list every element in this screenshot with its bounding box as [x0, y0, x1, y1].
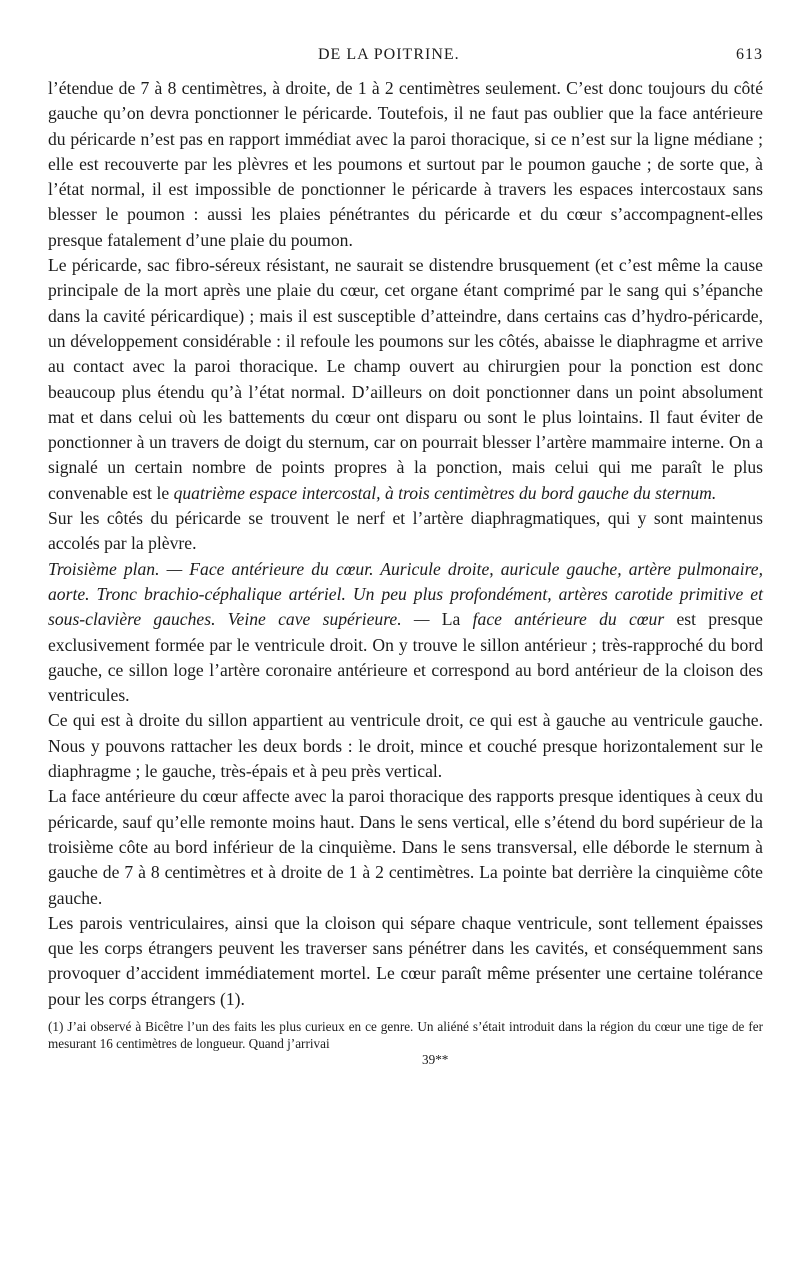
paragraph-2-emphasis: quatrième espace intercostal, à trois centimètres du bord gauche du sternum.: [173, 482, 717, 503]
paragraph-4: [48, 557, 763, 709]
footnote: (1) J’ai observé à Bicêtre l’un des faits les plus curieux en ce genre. Un aliéné s’était introduit dans la région du cœur une tige de fer mesurant 16 centimètres de longueur. Quand j’arrivai: [48, 1018, 763, 1051]
paragraph-2: [48, 253, 763, 506]
paragraph-7: Les parois ventriculaires, ainsi que la cloison qui sépare chaque ventricule, sont tellement épaisses que les corps étrangers peuvent les traverser sans pénétrer dans les cavités, et conséquemment sans provoquer d’accident immédiatement mortel. Le cœur paraît même présenter une certaine tolérance pour les corps étrangers (1).: [48, 912, 763, 1009]
book-page: [48, 46, 763, 1068]
section-heading: Troisième plan. — Face antérieure du cœur. Auricule droite, auricule gauche, artère pulmonaire, aorte. Tronc brachio-céphalique artériel. Un peu plus profondément, artères carotide primitive et sous-clavière gauches. Veine cave supérieure. —: [48, 558, 763, 630]
body-text: [48, 76, 763, 1012]
paragraph-6: La face antérieure du cœur affecte avec la paroi thoracique des rapports presque identiques à ceux du péricarde, sauf qu’elle remonte moins haut. Dans le sens vertical, elle s’étend du bord supérieur de la troisième côte au bord inférieur de la cinquième. Dans le sens transversal, elle déborde le sternum à gauche de 7 à 8 centimètres et à droite de 1 à 2 centimètres. La pointe bat derrière la cinquième côte gauche.: [48, 786, 763, 908]
paragraph-3: Sur les côtés du péricarde se trouvent le nerf et l’artère diaphragmatiques, qui y sont maintenus accolés par la plèvre.: [48, 508, 763, 554]
signature-mark: 39**: [422, 1051, 449, 1067]
paragraph-5: Ce qui est à droite du sillon appartient au ventricule droit, ce qui est à gauche au ventricule gauche. Nous y pouvons rattacher les deux bords : le droit, mince et couché presque horizontalement sur le diaphragme ; le gauche, très-épais et à peu près vertical.: [48, 710, 763, 782]
page-number: 613: [736, 46, 763, 63]
running-title: DE LA POITRINE.: [318, 46, 460, 63]
paragraph-2-text: Le péricarde, sac fibro-séreux résistant, ne saurait se distendre brusquement (et c’est même la cause principale de la mort après une plaie du cœur, cet organe étant comprimé par le sang qui s’épanche dans la cavité péricardique) ; mais il est susceptible d’atteindre, dans certains cas d’hydro-péricarde, un développement considérable : il refoule les poumons sur les côtés, abaisse le diaphragme et arrive au contact avec la paroi thoracique. Le champ ouvert au chirurgien pour la ponction est donc beaucoup plus étendu qu’à l’état normal. D’ailleurs on doit ponctionner dans un point absolument mat et dans celui où les battements du cœur ont disparu ou sont le plus lointains. Il faut éviter de ponctionner à un travers de doigt du sternum, car on pourrait blesser l’artère mammaire interne. On a signalé un certain nombre de points propres à la ponction, mais celui qui me paraît le plus convenable est le: [48, 255, 763, 503]
running-header: [48, 46, 763, 76]
paragraph-4-term: face antérieure du cœur: [472, 609, 665, 630]
paragraph-1: l’étendue de 7 à 8 centimètres, à droite, de 1 à 2 centimètres seulement. C’est donc toujours du côté gauche qu’on devra ponctionner le péricarde. Toutefois, il ne faut pas oublier que la face antérieure du péricarde n’est pas en rapport immédiat avec la paroi thoracique, si ce n’est sur la ligne médiane ; elle est recouverte par les plèvres et les poumons et surtout par le poumon gauche ; de sorte que, à l’état normal, il est impossible de ponctionner le péricarde à travers les espaces intercostaux sans blesser le poumon : aussi les plaies pénétrantes du péricarde et du cœur s’accompagnent-elles presque fatalement d’une plaie du poumon.: [48, 78, 763, 250]
paragraph-4-lead: La: [441, 609, 461, 630]
paragraph-4-text: est presque exclusivement formée par le ventricule droit. On y trouve le sillon antérieur ; très-rapproché du bord gauche, ce sillon loge l’artère coronaire antérieure et correspond au bord antérieur de la cloison des ventricules.: [48, 609, 763, 706]
